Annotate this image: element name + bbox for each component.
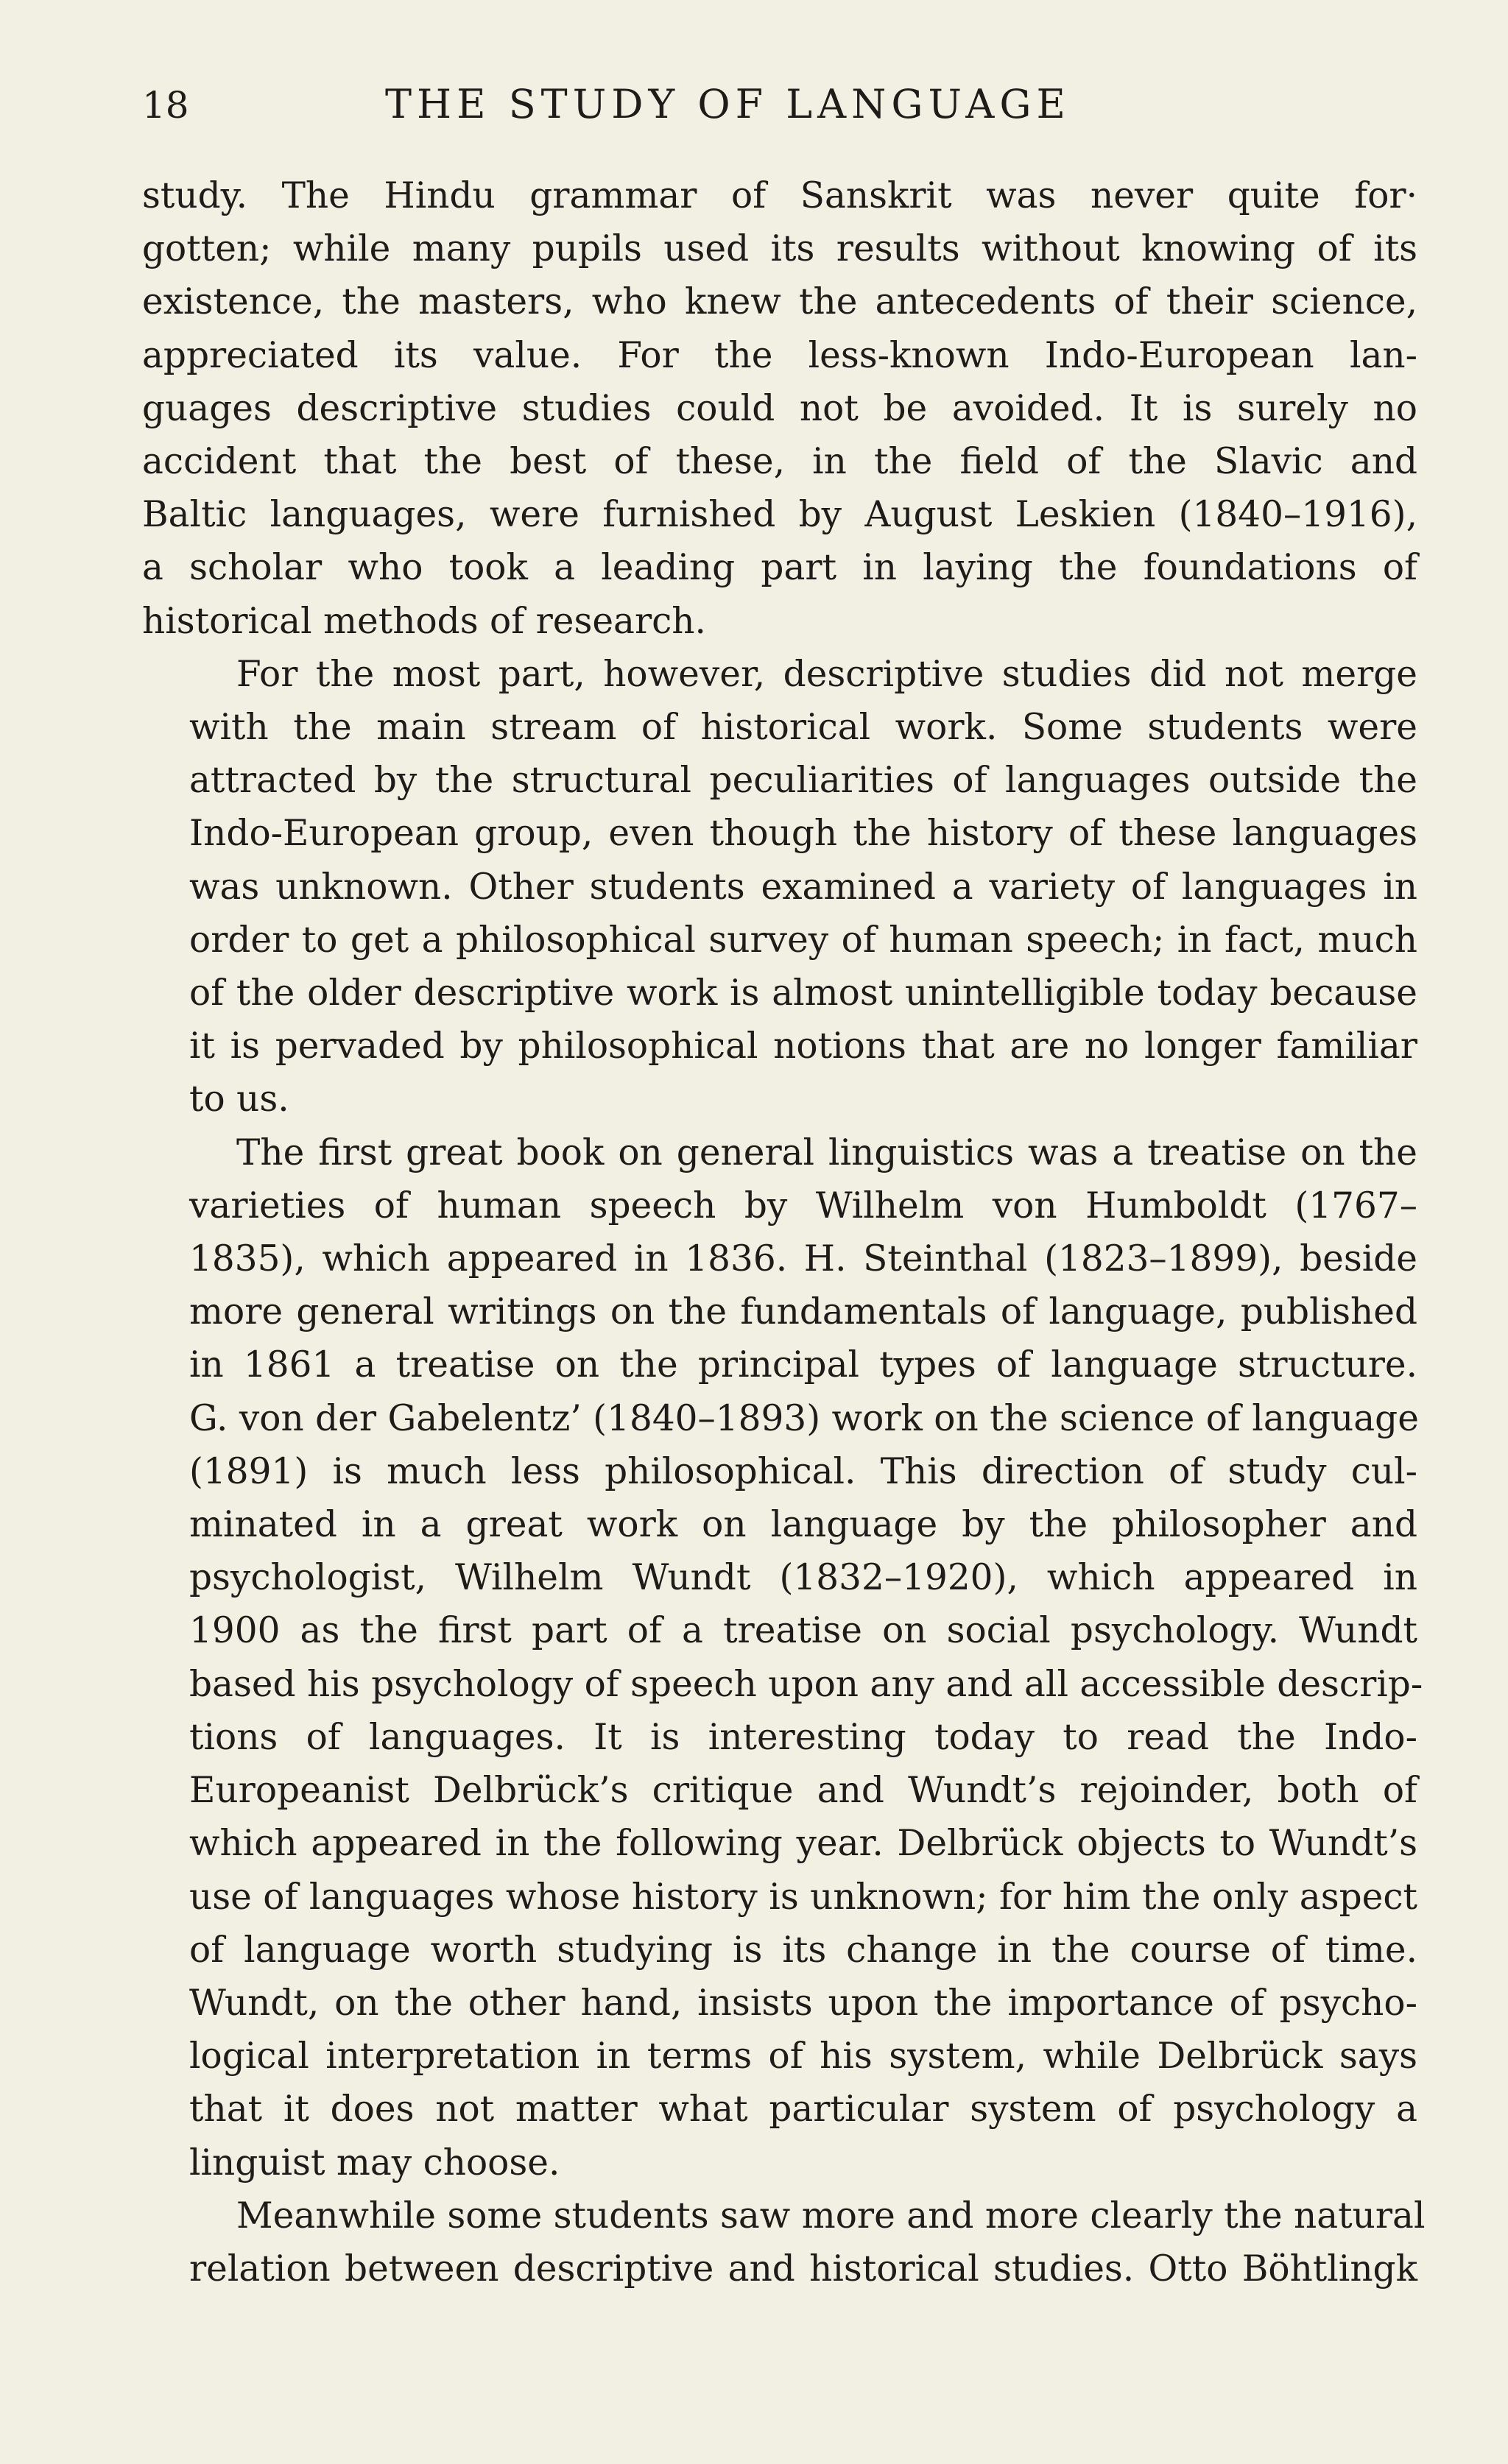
paragraph [142, 1126, 1423, 2189]
text-line: logical interpretation in terms of his system, while Delbrück says [189, 2036, 1417, 2078]
text-line: of the older descriptive work is almost unintelligible today because [189, 972, 1417, 1014]
text-line: to us. [189, 1079, 289, 1120]
text-line: historical methods of research. [142, 600, 706, 642]
text-line: accident that the best of these, in the field of the Slavic and [142, 441, 1417, 483]
text-line: gotten; while many pupils used its results without knowing of its [142, 228, 1417, 270]
text-line: Europeanist Delbrück’s critique and Wundt’s rejoinder, both of [189, 1770, 1417, 1812]
text-line: of language worth studying is its change in the course of time. [189, 1929, 1417, 1971]
paragraph [142, 169, 1417, 648]
text-line: was unknown. Other students examined a variety of languages in [189, 866, 1417, 908]
text-line: a scholar who took a leading part in laying the foundations of [142, 547, 1417, 589]
text-line: Indo-European group, even though the history of these languages [189, 813, 1417, 855]
text-line: The first great book on general linguistics was a treatise on the [236, 1132, 1417, 1173]
text-line: guages descriptive studies could not be avoided. It is surely no [142, 387, 1417, 429]
text-line: varieties of human speech by Wilhelm von Humboldt (1767– [189, 1185, 1417, 1226]
text-line: which appeared in the following year. Delbrück objects to Wundt’s [189, 1823, 1417, 1865]
text-line: relation between descriptive and historical studies. Otto Böhtlingk [189, 2248, 1417, 2290]
text-line: study. The Hindu grammar of Sanskrit was never quite for· [142, 175, 1417, 216]
text-line: (1891) is much less philosophical. This direction of study cul- [189, 1450, 1417, 1492]
paragraph [142, 648, 1417, 1126]
text-line: 1900 as the first part of a treatise on social psychology. Wundt [189, 1610, 1417, 1652]
text-line: existence, the masters, who knew the antecedents of their science, [142, 281, 1417, 323]
text-line: in 1861 a treatise on the principal types of language structure. [189, 1344, 1417, 1386]
text-line: Wundt, on the other hand, insists upon the importance of psycho- [189, 1982, 1417, 2024]
text-line: use of languages whose history is unknown; for him the only aspect [189, 1876, 1417, 1918]
body-text [142, 169, 1426, 2295]
text-line: Meanwhile some students saw more and more clearly the natural [236, 2195, 1426, 2237]
text-line: linguist may choose. [189, 2142, 560, 2184]
text-line: based his psychology of speech upon any and all accessible descrip- [189, 1663, 1423, 1705]
text-line: tions of languages. It is interesting today to read the Indo- [189, 1716, 1417, 1758]
paragraph [142, 2189, 1426, 2295]
text-line: Baltic languages, were furnished by August Leskien (1840–1916), [142, 494, 1417, 536]
text-line: appreciated its value. For the less-known Indo-European lan- [142, 334, 1417, 376]
text-line: attracted by the structural peculiarities of languages outside the [189, 760, 1417, 802]
text-line: minated in a great work on language by the philosopher and [189, 1504, 1417, 1546]
text-line: 1835), which appeared in 1836. H. Steinthal (1823–1899), beside [189, 1238, 1417, 1280]
text-line: For the most part, however, descriptive studies did not merge [236, 653, 1417, 695]
text-line: that it does not matter what particular system of psychology a [189, 2089, 1417, 2131]
text-line: order to get a philosophical survey of human speech; in fact, much [189, 919, 1417, 961]
text-line: it is pervaded by philosophical notions that are no longer familiar [189, 1026, 1417, 1067]
text-line: G. von der Gabelentz’ (1840–1893) work on the science of language [189, 1397, 1419, 1439]
running-title: THE STUDY OF LANGUAGE [385, 81, 1071, 127]
page-number: 18 [142, 84, 189, 127]
running-head [142, 81, 1417, 134]
book-page [142, 81, 1426, 2422]
text-line: with the main stream of historical work. Some students were [189, 707, 1417, 749]
text-line: more general writings on the fundamentals of language, published [189, 1291, 1417, 1333]
text-line: psychologist, Wilhelm Wundt (1832–1920), which appeared in [189, 1557, 1417, 1599]
